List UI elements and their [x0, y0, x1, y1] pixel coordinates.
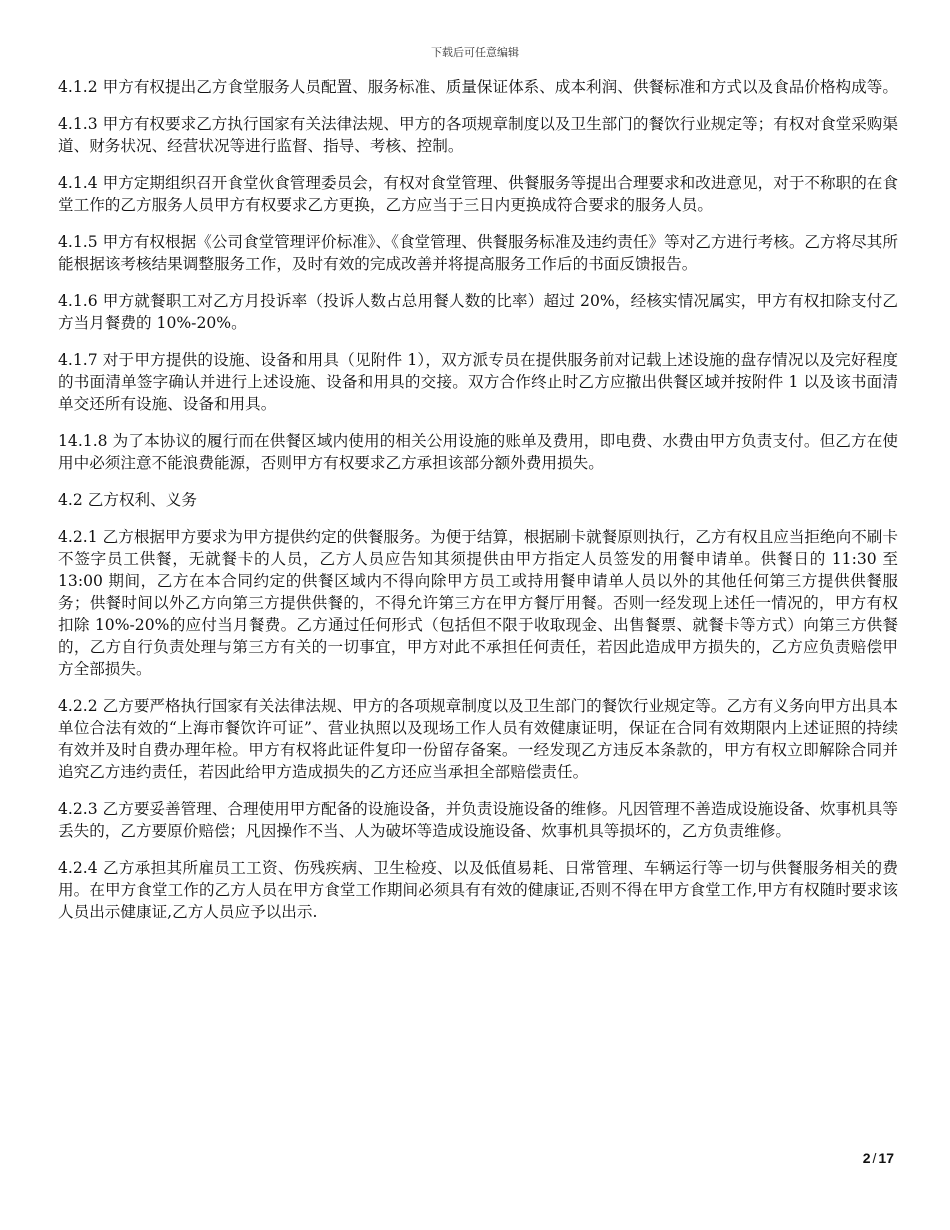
page-header: 下载后可任意编辑	[431, 46, 519, 59]
total-pages: 17	[878, 1150, 894, 1166]
clause-14-1-8: 14.1.8 为了本协议的履行而在供餐区域内使用的相关公用设施的账单及费用，即电费、水费由甲方负责支付。但乙方在使用中必须注意不能浪费能源，否则甲方有权要求乙方承担该部分额外费用损失。	[58, 432, 898, 472]
clause-4-1-5: 4.1.5 甲方有权根据《公司食堂管理评价标准》、《食堂管理、供餐服务标准及违约责任》等对乙方进行考核。乙方将尽其所能根据该考核结果调整服务工作，及时有效的完成改善并将提高服务工作后的书面反馈报告。	[58, 233, 898, 273]
page-separator: /	[872, 1150, 877, 1166]
clause-4-1-3: 4.1.3 甲方有权要求乙方执行国家有关法律法规、甲方的各项规章制度以及卫生部门的餐饮行业规定等；有权对食堂采购渠道、财务状况、经营状况等进行监督、指导、考核、控制。	[58, 115, 898, 155]
document-body	[58, 76, 898, 938]
section-heading-4-2: 4.2 乙方权利、义务	[58, 491, 197, 509]
clause-4-2-3: 4.2.3 乙方要妥善管理、合理使用甲方配备的设施设备，并负责设施设备的维修。凡因管理不善造成设施设备、炊事机具等丢失的，乙方要原价赔偿；凡因操作不当、人为破坏等造成设施设备、炊事机具等损坏的，乙方负责维修。	[58, 800, 898, 840]
clause-4-2-2: 4.2.2 乙方要严格执行国家有关法律法规、甲方的各项规章制度以及卫生部门的餐饮行业规定等。乙方有义务向甲方出具本单位合法有效的“上海市餐饮许可证”、营业执照以及现场工作人员有效健康证明，保证在合同有效期限内上述证照的持续有效并及时自费办理年检。甲方有权将此证件复印一份留存备案。一经发现乙方违反本条款的，甲方有权立即解除合同并追究乙方违约责任，若因此给甲方造成损失的乙方还应当承担全部赔偿责任。	[58, 697, 898, 781]
clause-4-2-4: 4.2.4 乙方承担其所雇员工工资、伤残疾病、卫生检疫、以及低值易耗、日常管理、车辆运行等一切与供餐服务相关的费用。在甲方食堂工作的乙方人员在甲方食堂工作期间必须具有有效的健康证,否则不得在甲方食堂工作,甲方有权随时要求该人员出示健康证,乙方人员应予以出示.	[58, 859, 898, 921]
clause-4-1-6: 4.1.6 甲方就餐职工对乙方月投诉率（投诉人数占总用餐人数的比率）超过 20%，经核实情况属实，甲方有权扣除支付乙方当月餐费的 10%-20%。	[58, 292, 898, 332]
clause-4-2-1: 4.2.1 乙方根据甲方要求为甲方提供约定的供餐服务。为便于结算，根据刷卡就餐原则执行，乙方有权且应当拒绝向不刷卡不签字员工供餐，无就餐卡的人员，乙方人员应告知其须提供由甲方指定人员签发的用餐申请单。供餐日的 11:30 至 13:00 期间，乙方在本合同约定的供餐区域内不得向除甲方员工或持用餐申请单人员以外的其他任何第三方提供供餐服务；供餐时间以外乙方向第三方提供供餐的，不得允许第三方在甲方餐厅用餐。否则一经发现上述任一情况的，甲方有权扣除 10%-20%的应付当月餐费。乙方通过任何形式（包括但不限于收取现金、出售餐票、就餐卡等方式）向第三方供餐的，乙方自行负责处理与第三方有关的一切事宜，甲方对此不承担任何责任，若因此造成甲方损失的，乙方应负责赔偿甲方全部损失。	[58, 528, 898, 678]
clause-4-1-7: 4.1.7 对于甲方提供的设施、设备和用具（见附件 1），双方派专员在提供服务前对记载上述设施的盘存情况以及完好程度的书面清单签字确认并进行上述设施、设备和用具的交接。双方合作终止时乙方应撤出供餐区域并按附件 1 以及该书面清单交还所有设施、设备和用具。	[58, 351, 898, 413]
page-number	[863, 1150, 894, 1166]
clause-4-1-2: 4.1.2 甲方有权提出乙方食堂服务人员配置、服务标准、质量保证体系、成本利润、供餐标准和方式以及食品价格构成等。	[58, 78, 898, 96]
clause-4-1-4: 4.1.4 甲方定期组织召开食堂伙食管理委员会，有权对食堂管理、供餐服务等提出合理要求和改进意见，对于不称职的在食堂工作的乙方服务人员甲方有权要求乙方更换，乙方应当于三日内更换成符合要求的服务人员。	[58, 174, 898, 214]
current-page: 2	[862, 1150, 871, 1166]
